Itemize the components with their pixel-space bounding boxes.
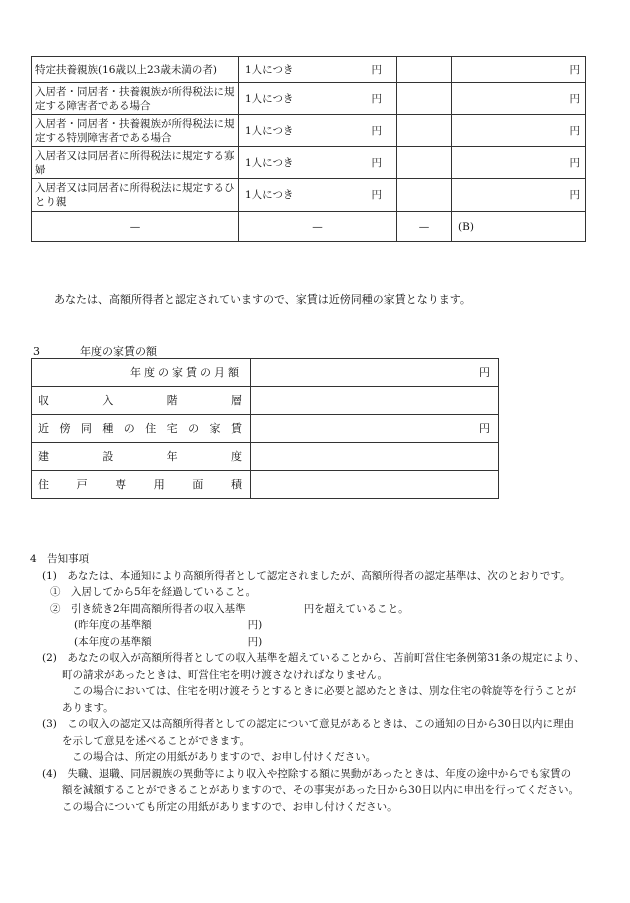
- dash-cell: —: [397, 212, 452, 242]
- total-yen: 円: [452, 83, 586, 115]
- curr-year-standard: (本年度の基準額 円): [74, 635, 263, 648]
- item-3-line3: この場合は、所定の用紙がありますので、お申し付けください。: [72, 751, 377, 763]
- table-row: [32, 471, 499, 499]
- item-4-line2: 額を減額することができることがありますので、その事実があった日から30日以内に申出を行ってください。: [62, 784, 580, 796]
- count-cell: [397, 147, 452, 179]
- table-row: [32, 179, 586, 212]
- yen-unit: 円: [371, 189, 382, 201]
- total-yen: 円: [452, 115, 586, 147]
- row-value: [251, 443, 499, 471]
- item-1-1: ① 入居してから5年を経過していること。: [50, 586, 257, 598]
- table-row: [32, 359, 499, 387]
- row-label: 入居者又は同居者に所得税法に規定する寡婦: [32, 147, 239, 179]
- row-label: 入居者・同居者・扶養親族が所得税法に規定する障害者である場合: [32, 83, 239, 115]
- dash-cell: —: [32, 212, 239, 242]
- row-value: [251, 387, 499, 415]
- item-2-line3: この場合においては、住宅を明け渡そうとするときに必要と認めたときは、別な住宅の斡旋等を行うことが: [72, 685, 576, 697]
- count-cell: [397, 57, 452, 83]
- row-value: 円: [251, 359, 499, 387]
- unit-label: 1人につき: [245, 189, 294, 201]
- section4-title: 4 告知事項: [30, 553, 90, 565]
- high-income-notice: あなたは、高額所得者と認定されていますので、家賃は近傍同種の家賃となります。: [54, 293, 471, 306]
- item-3-line2: を示して意見を述べることができます。: [62, 734, 251, 747]
- table-row: [32, 83, 586, 115]
- section3-heading: [33, 343, 157, 359]
- count-cell: [397, 179, 452, 212]
- table-footer-row: [32, 212, 586, 242]
- item-3-line1: (3) この収入の認定又は高額所得者としての認定について意見があるときは、この通知の日から30日以内に理由: [42, 718, 575, 730]
- total-yen: 円: [452, 179, 586, 212]
- item-2-line4: あります。: [62, 701, 114, 714]
- table-row: [32, 115, 586, 147]
- yen-unit: 円: [371, 63, 382, 76]
- table-row: [32, 57, 586, 83]
- item-4-line3: この場合についても所定の用紙がありますので、お申し付けください。: [62, 800, 398, 813]
- row-label: 近傍同種の住宅の家賃: [32, 415, 251, 443]
- section-number: 3: [33, 345, 40, 358]
- table-row: [32, 415, 499, 443]
- count-cell: [397, 83, 452, 115]
- rent-table: [31, 358, 499, 499]
- total-yen: 円: [452, 57, 586, 83]
- deduction-table: [31, 56, 586, 242]
- row-label: 住戸専用面積: [32, 471, 251, 499]
- item-2-line1: (2) あなたの収入が高額所得者としての収入基準を超えていることから、苫前町営住宅条例第31条の規定により、: [42, 652, 585, 664]
- row-label: 入居者又は同居者に所得税法に規定するひとり親: [32, 179, 239, 212]
- item-1: (1) あなたは、本通知により高額所得者として認定されましたが、高額所得者の認定基準は、次のとおりです。: [42, 569, 571, 582]
- b-total-label: (B): [452, 212, 586, 242]
- yen-unit: 円: [371, 124, 382, 137]
- prev-year-standard: (昨年度の基準額 円): [74, 619, 263, 631]
- item-1-2: ② 引き続き2年間高額所得者の収入基準 円を超えていること。: [50, 602, 409, 615]
- table-row: [32, 147, 586, 179]
- section4-notices: [30, 551, 620, 815]
- row-label: 特定扶養親族(16歳以上23歳未満の者): [32, 57, 239, 83]
- total-yen: 円: [452, 147, 586, 179]
- section-title: 年度の家賃の額: [80, 345, 157, 358]
- unit-label: 1人につき: [245, 92, 294, 105]
- table-row: [32, 443, 499, 471]
- unit-label: 1人につき: [245, 124, 294, 137]
- row-value: [251, 471, 499, 499]
- row-label: 収入階層: [32, 387, 251, 415]
- item-4-line1: (4) 失職、退職、同居親族の異動等により収入や控除する額に異動があったときは、年度の途中からでも家賃の: [42, 767, 572, 780]
- unit-label: 1人につき: [245, 63, 294, 76]
- row-label: 建設年度: [32, 443, 251, 471]
- yen-unit: 円: [371, 156, 382, 169]
- item-2-line2: 町の請求があったときは、町営住宅を明け渡さなければなりません。: [62, 668, 389, 681]
- row-value: 円: [251, 415, 499, 443]
- table-row: [32, 387, 499, 415]
- dash-cell: —: [239, 212, 397, 242]
- row-label: 入居者・同居者・扶養親族が所得税法に規定する特別障害者である場合: [32, 115, 239, 147]
- row-label: 年度の家賃の月額: [32, 359, 251, 387]
- unit-label: 1人につき: [245, 156, 294, 169]
- yen-unit: 円: [371, 92, 382, 105]
- count-cell: [397, 115, 452, 147]
